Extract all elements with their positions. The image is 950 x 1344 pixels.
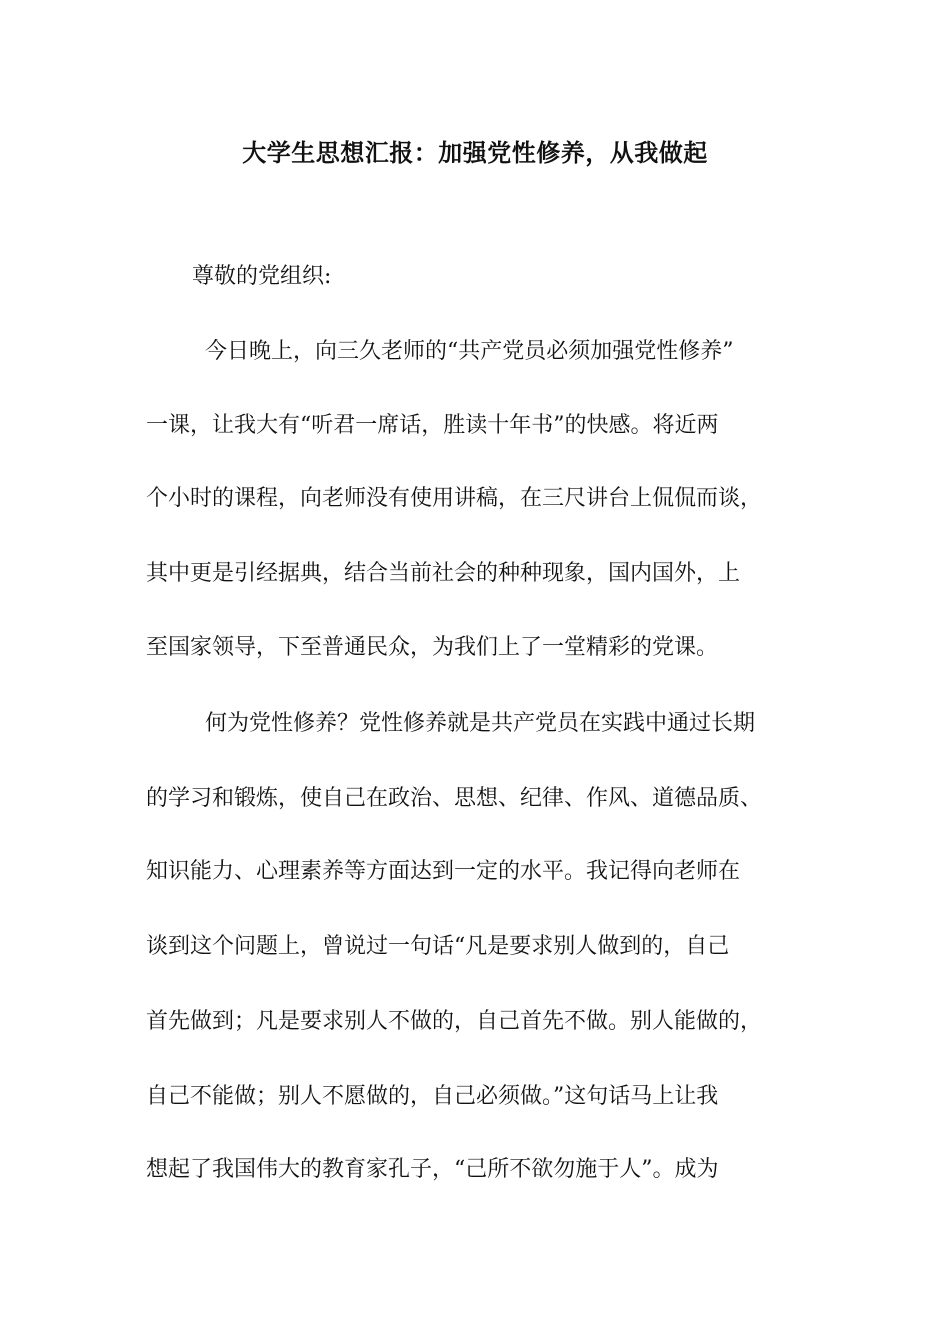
paragraph-line: 谈到这个问题上，曾说过一句话“凡是要求别人做到的，自己 (146, 934, 730, 959)
paragraph-line: 至国家领导，下至普通民众，为我们上了一堂精彩的党课。 (146, 635, 719, 660)
paragraph-line: 何为党性修养？党性修养就是共产党员在实践中通过长期 (205, 711, 756, 736)
paragraph-line: 其中更是引经据典，结合当前社会的种种现象，国内国外，上 (146, 561, 741, 586)
document-title: 大学生思想汇报：加强党性修养，从我做起 (242, 138, 708, 167)
paragraph-line: 一课，让我大有“听君一席话，胜读十年书”的快感。将近两 (146, 413, 719, 438)
paragraph-line: 个小时的课程，向老师没有使用讲稿，在三尺讲台上侃侃而谈， (146, 486, 763, 511)
paragraph-line: 想起了我国伟大的教育家孔子，“己所不欲勿施于人”。成为 (146, 1157, 719, 1182)
paragraph-line: 今日晚上，向三久老师的“共产党员必须加强党性修养” (205, 339, 734, 364)
paragraph-line: 的学习和锻炼，使自己在政治、思想、纪律、作风、道德品质、 (146, 786, 763, 811)
paragraph-line: 自己不能做；别人不愿做的，自己必须做。”这句话马上让我 (146, 1084, 719, 1109)
paragraph-line: 首先做到；凡是要求别人不做的，自己首先不做。别人能做的， (146, 1009, 763, 1034)
salutation: 尊敬的党组织: (192, 264, 332, 289)
paragraph-line: 知识能力、心理素养等方面达到一定的水平。我记得向老师在 (146, 859, 741, 884)
